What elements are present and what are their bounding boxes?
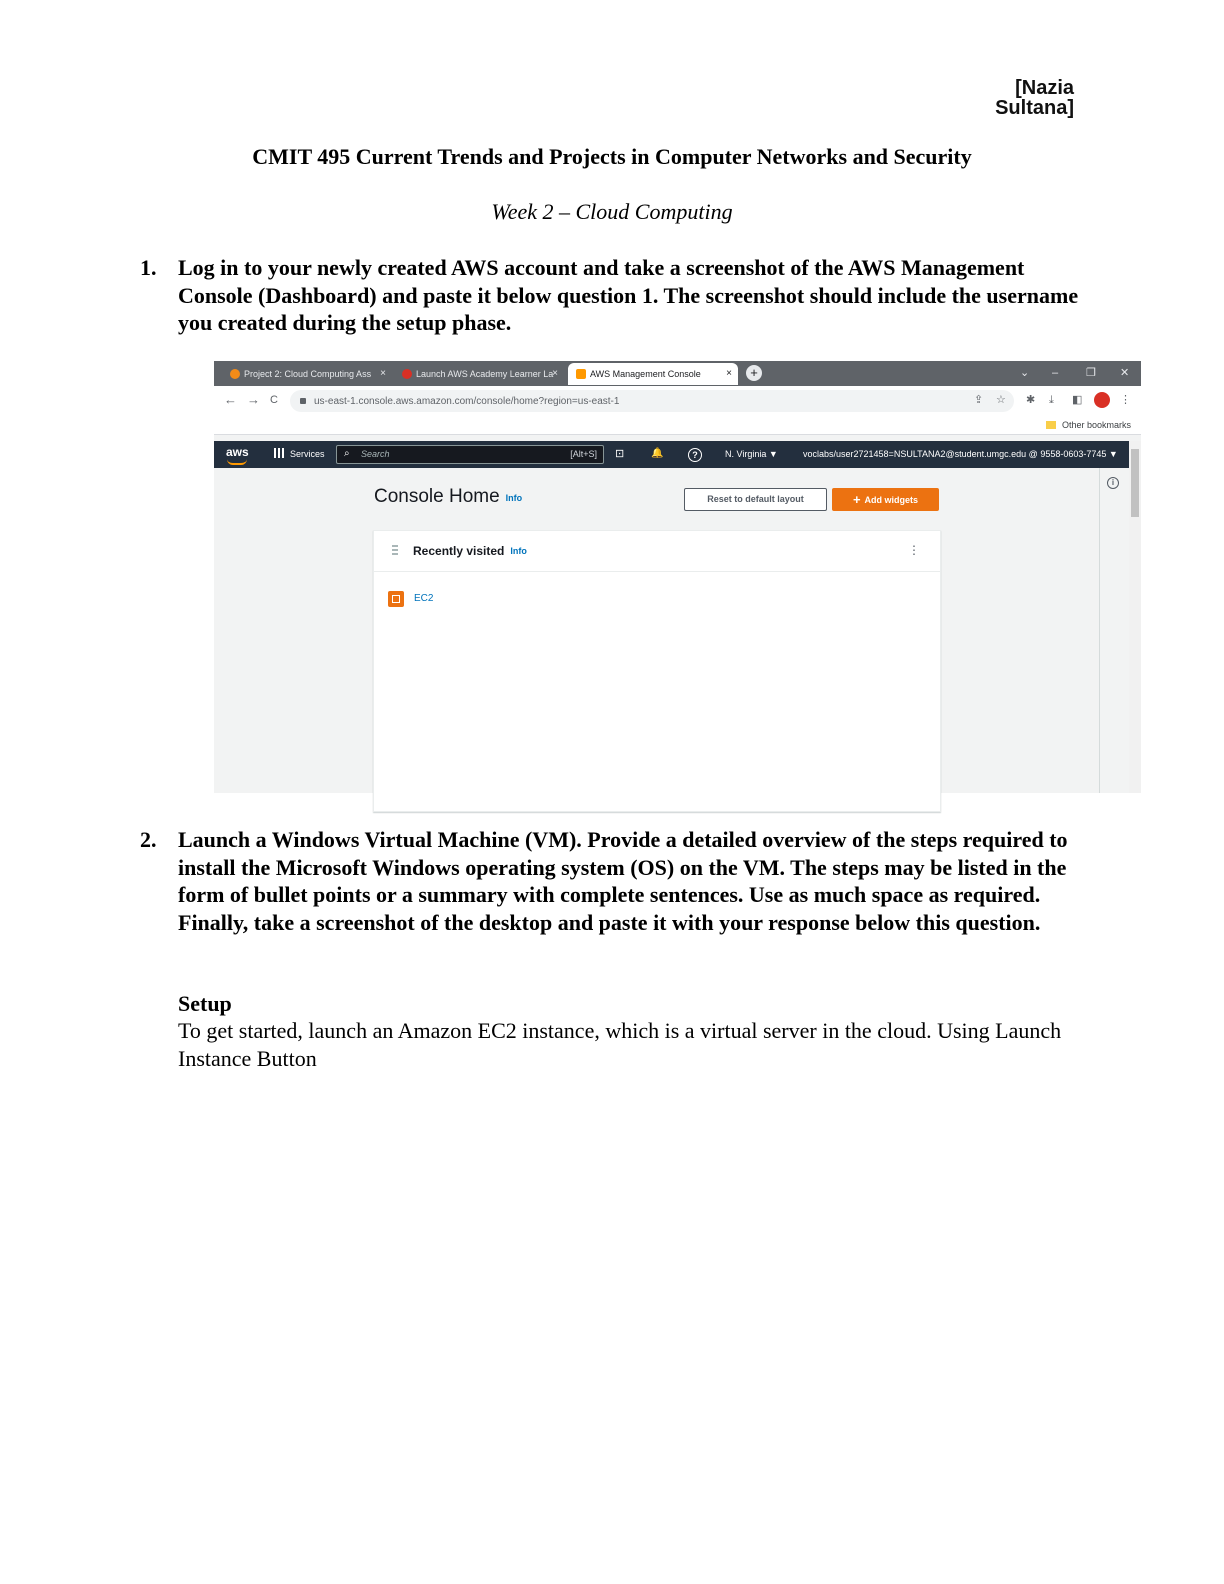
- aws-academy-favicon-icon: [402, 369, 412, 379]
- browser-tab-active[interactable]: AWS Management Console ×: [568, 363, 738, 385]
- back-icon[interactable]: ←: [224, 392, 237, 407]
- question-number: 1.: [140, 255, 157, 280]
- region-selector[interactable]: N. Virginia ▼: [725, 449, 778, 459]
- search-placeholder: Search: [361, 449, 390, 459]
- restore-icon[interactable]: ❐: [1086, 367, 1096, 379]
- setup-body: To get started, launch an Amazon EC2 instance, which is a virtual server in the cloud. Using Launch Instance Button: [178, 1018, 1062, 1071]
- aws-logo[interactable]: aws: [226, 445, 249, 459]
- document-subtitle: Week 2 – Cloud Computing: [491, 199, 733, 224]
- browser-tab-bar: [214, 361, 1141, 386]
- browser-toolbar: [214, 386, 1141, 416]
- question-text: Launch a Windows Virtual Machine (VM). Provide a detailed overview of the steps required to install the Microsoft Windows operating system (OS) on the VM. The steps may be listed in the form of bullet points or a summary with complete sentences. Use as much space as required. Finally, take a screenshot of the desktop and paste it with your response below this question.: [178, 827, 1068, 935]
- aws-top-nav: [214, 441, 1129, 468]
- drag-handle-icon[interactable]: [392, 545, 398, 557]
- info-link[interactable]: Info: [510, 546, 527, 556]
- help-icon[interactable]: ?: [688, 448, 702, 462]
- question-number: 2.: [140, 827, 157, 852]
- widget-menu-icon[interactable]: ⋮: [908, 543, 920, 557]
- share-icon[interactable]: ⇪: [974, 394, 984, 406]
- search-shortcut: [Alt+S]: [570, 449, 597, 459]
- tab-search-icon[interactable]: ⌄: [1020, 367, 1030, 379]
- right-rail-divider: [1099, 468, 1100, 793]
- download-icon[interactable]: ⤓: [1049, 394, 1054, 406]
- service-label[interactable]: EC2: [414, 593, 434, 604]
- window-close-icon[interactable]: ✕: [1120, 367, 1130, 379]
- close-icon[interactable]: ×: [380, 368, 386, 379]
- widget-header: [374, 531, 940, 572]
- menu-icon[interactable]: ⋮: [1120, 394, 1131, 406]
- reset-layout-button[interactable]: Reset to default layout: [684, 488, 827, 511]
- close-icon[interactable]: ×: [552, 368, 558, 379]
- ec2-icon: [388, 591, 404, 607]
- search-icon: ⌕: [344, 448, 350, 459]
- browser-tab[interactable]: Launch AWS Academy Learner La ×: [394, 363, 564, 385]
- recently-visited-widget: [373, 530, 941, 812]
- services-menu[interactable]: Services: [274, 447, 325, 462]
- canvas-favicon-icon: [230, 369, 240, 379]
- plus-icon: +: [852, 492, 861, 507]
- bookmark-star-icon[interactable]: ☆: [996, 394, 1006, 406]
- cloudshell-icon[interactable]: ⊡: [615, 448, 625, 460]
- side-panel-icon[interactable]: ◧: [1072, 394, 1083, 406]
- extensions-icon[interactable]: ✱: [1026, 394, 1036, 406]
- info-circle-icon[interactable]: i: [1107, 477, 1119, 489]
- account-menu[interactable]: voclabs/user2721458=NSULTANA2@student.umgc.edu @ 9558-0603-7745 ▼: [803, 449, 1118, 459]
- question-2: [140, 826, 1080, 936]
- question-1: [140, 254, 1080, 337]
- widget-title: Recently visited Info: [413, 544, 527, 558]
- question-text: Log in to your newly created AWS account and take a screenshot of the AWS Management Console (Dashboard) and paste it below question 1. The screenshot should include the username you created during the setup phase.: [178, 255, 1079, 335]
- new-tab-button[interactable]: +: [746, 365, 762, 381]
- page-scrollbar[interactable]: [1129, 441, 1141, 793]
- aws-smile-icon: [227, 459, 247, 465]
- scrollbar-thumb[interactable]: [1131, 449, 1139, 517]
- minimize-icon[interactable]: –: [1052, 367, 1059, 379]
- folder-icon: [1046, 421, 1056, 429]
- grid-icon: [274, 448, 284, 458]
- profile-avatar[interactable]: [1094, 392, 1110, 408]
- setup-heading: Setup: [178, 991, 232, 1016]
- add-widgets-button[interactable]: + Add widgets: [832, 488, 939, 511]
- aws-console-screenshot: [214, 361, 1141, 793]
- aws-favicon-icon: [576, 369, 586, 379]
- browser-tab[interactable]: Project 2: Cloud Computing Ass ×: [222, 363, 392, 385]
- aws-search-input[interactable]: [336, 445, 604, 464]
- forward-icon[interactable]: →: [247, 392, 260, 407]
- reload-icon[interactable]: C: [270, 394, 278, 406]
- close-icon[interactable]: ×: [726, 368, 732, 379]
- bookmarks-bar: [214, 416, 1141, 435]
- other-bookmarks[interactable]: Other bookmarks: [1046, 418, 1131, 432]
- info-link[interactable]: Info: [505, 493, 523, 503]
- address-bar[interactable]: [290, 390, 1014, 412]
- console-home-title: Console Home Info: [374, 486, 523, 507]
- author-name: [Nazia Sultana]: [995, 77, 1074, 119]
- notifications-bell-icon[interactable]: 🔔: [651, 448, 664, 459]
- console-home-content: [214, 468, 1129, 793]
- lock-icon: [300, 398, 306, 404]
- document-title: CMIT 495 Current Trends and Projects in Computer Networks and Security: [252, 144, 972, 169]
